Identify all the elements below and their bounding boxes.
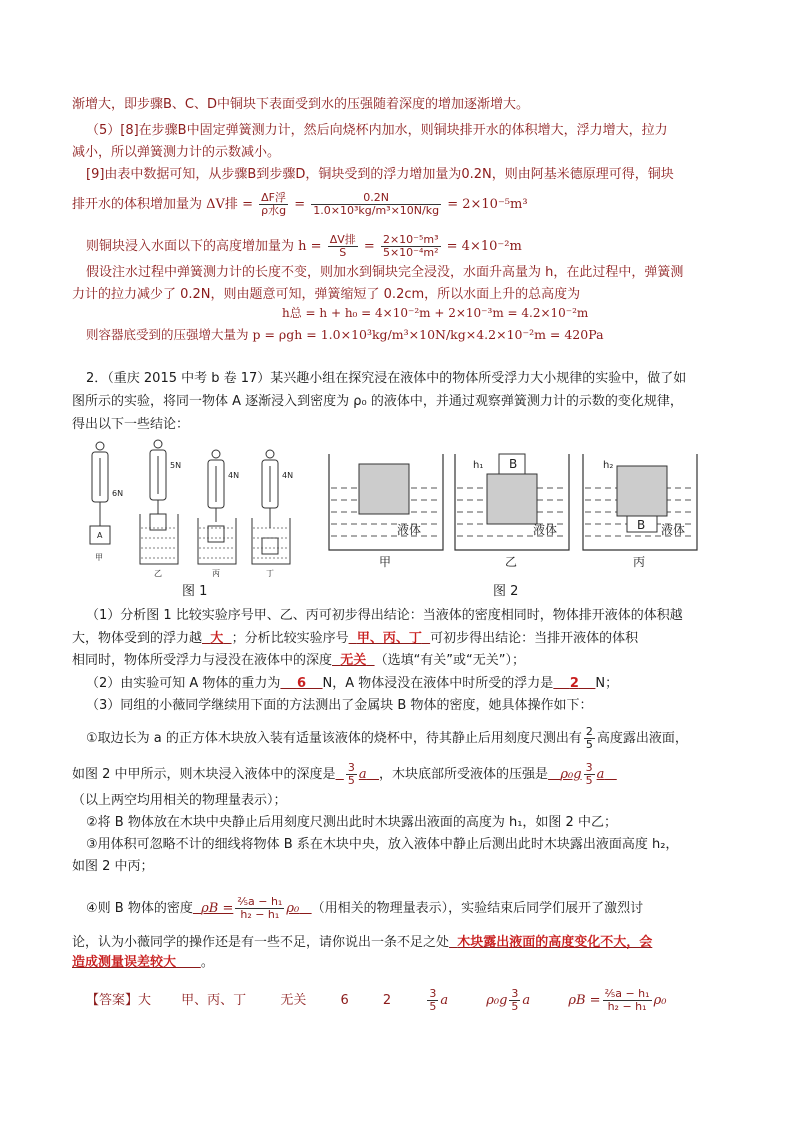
force-label: 4N xyxy=(282,471,294,480)
figure-2-wood-blocks xyxy=(325,450,705,570)
step-3-line: 如图 2 中丙； xyxy=(72,859,154,874)
question-intro: 2．（重庆 2015 中考 b 卷 17）某兴趣小组在探究浸在液体中的物体所受浮力大小规律的实验中，做了如 xyxy=(86,371,687,386)
fig2-sub-label: 丙 xyxy=(633,555,646,569)
step-1-note: （以上两空均用相关的物理量表示）； xyxy=(72,793,287,808)
solution-line: 渐增大，即步骤B、C、D中铜块下表面受到水的压强随着深度的增加逐渐增大。 xyxy=(72,97,530,112)
part-3-line: （3）同组的小薇同学继续用下面的方法测出了金属块 B 物体的密度，她具体操作如下： xyxy=(86,698,593,713)
answer-blank: 造成测量误差较大 xyxy=(72,955,177,970)
liquid-label: 液体 xyxy=(397,523,422,537)
answer-blank: 无关 xyxy=(340,653,367,668)
force-label: 6N xyxy=(112,489,124,498)
figure-2-caption: 图 2 xyxy=(493,584,519,599)
fig1-sub-label: 甲 xyxy=(95,553,103,562)
force-label: 4N xyxy=(228,471,240,480)
solution-line: [9]由表中数据可知，从步骤B到步骤D，铜块受到的浮力增加量为0.2N，则由阿基米德原理可得，铜块 xyxy=(86,167,674,182)
figure-1-spring-scales xyxy=(80,438,320,578)
solution-line: （5）[8]在步骤B中固定弹簧测力计，然后向烧杯内加水，则铜块排开水的体积增大，浮力增大，拉力 xyxy=(86,123,668,138)
part-1-line: （1）分析图 1 比较实验序号甲、乙、丙可初步得出结论：当液体的密度相同时，物体排开液体的体积越 xyxy=(86,608,683,623)
answer-blank: a xyxy=(358,767,367,782)
answer-blank: 6 xyxy=(296,676,307,691)
answer-summary: 【答案】大 甲、丙、丁 无关 6 2 $\frac{3}{5}$ a ρ₀g $\frac{3}{5}$ a ρB = $\frac{\text{⅖a − h₁}}{\text{h₂ − h₁}}$ ρ₀ xyxy=(86,987,667,1013)
object-b-label: B xyxy=(637,518,646,532)
step-1-line: 如图 2 中甲所示，则木块浸入液体中的深度是 $\frac{3}{5}$ a ，木块底部所受液体的压强是 ρ₀g $\frac{3}{5}$ a xyxy=(72,761,605,787)
answer-blank: 大 xyxy=(210,631,224,646)
solution-line: 减小，所以弹簧测力计的示数减小。 xyxy=(72,145,281,160)
liquid-label: 液体 xyxy=(661,523,686,537)
answer-blank: a xyxy=(596,767,605,782)
force-label: 5N xyxy=(170,461,182,470)
step-2-line: ②将 B 物体放在木块中央静止后用刻度尺测出此时木块露出液面的高度为 h₁，如图 2 中乙； xyxy=(86,815,617,830)
step-3-line: ③用体积可忽略不计的细线将物体 B 系在木块中央，放入液体中静止后测出此时木块露出液面高度 h₂， xyxy=(86,837,679,852)
step-4-line: ④则 B 物体的密度 ρB = $\frac{\text{⅖a − h₁}}{\text{h₂ − h₁}}$ ρ₀ （用相关的物理量表示），实验结束后同学们展开了激烈讨 xyxy=(86,895,644,921)
solution-line: 则容器底受到的压强增大量为 p = ρgh = 1.0×10³kg/m³×10N/kg×4.2×10⁻²m = 420Pa xyxy=(86,327,604,342)
fig1-sub-label: 丙 xyxy=(212,569,220,578)
part-2-line: （2）由实验可知 A 物体的重力为 6 N，A 物体浸没在液体中时所受的浮力是 2 N； xyxy=(86,676,619,691)
step-5-line: 造成测量误差较大 。 xyxy=(72,955,214,970)
object-label: A xyxy=(97,531,103,540)
question-intro: 图所示的实验，将同一物体 A 逐渐浸入到密度为 ρ₀ 的液体中，并通过观察弹簧测力计的示数的变化规律， xyxy=(72,394,683,409)
h2-label: h₂ xyxy=(603,460,614,471)
solution-line: h总 = h + h₀ = 4×10⁻²m + 2×10⁻³m = 4.2×10⁻²m xyxy=(282,306,589,320)
figure-1-caption: 图 1 xyxy=(182,584,208,599)
fig2-sub-label: 乙 xyxy=(505,555,518,569)
part-1-line: 相同时，物体所受浮力与浸没在液体中的深度 无关 （选填“有关”或“无关”）； xyxy=(72,653,526,668)
fig2-sub-label: 甲 xyxy=(379,555,392,569)
question-intro: 得出以下一些结论： xyxy=(72,417,190,432)
h1-label: h₁ xyxy=(473,460,484,471)
object-b-label: B xyxy=(509,457,518,471)
liquid-label: 液体 xyxy=(533,523,558,537)
step-1-line: ①取边长为 a 的正方体木块放入装有适量该液体的烧杯中，待其静止后用刻度尺测出有 $\frac{2}{5}$ 高度露出液面， xyxy=(86,725,688,751)
solution-line: 假设注水过程中弹簧测力计的长度不变，则加水到铜块完全浸没，水面升高量为 h，在此过程中，弹簧测 xyxy=(86,265,684,280)
solution-line: 力计的拉力减少了 0.2N，则由题意可知，弹簧缩短了 0.2cm，所以水面上升的总高度为 xyxy=(72,287,581,302)
answer-blank: 木块露出液面的高度变化不大，会 xyxy=(457,935,653,950)
answer-blank: 甲、丙、丁 xyxy=(356,631,422,646)
fig1-sub-label: 丁 xyxy=(266,569,274,578)
answer-blank: 2 xyxy=(569,676,579,691)
step-5-line: 论，认为小薇同学的操作还是有一些不足，请你说出一条不足之处 木块露出液面的高度变化不大，会 xyxy=(72,935,653,950)
part-1-line: 大，物体受到的浮力越 大 ；分析比较实验序号 甲、丙、丁 可初步得出结论：当排开液体的体积 xyxy=(72,631,639,646)
solution-equation: 则铜块浸入水面以下的高度增加量为 h = $\frac{\text{ΔV排}}{S}$ = $\frac{\text{2×10⁻⁵m³}}{\text{5×10⁻⁴m²}}$ = 4×10⁻²m xyxy=(86,233,522,259)
solution-equation: 排开水的体积增加量为 ΔV排 = $\frac{\text{ΔF浮}}{\text{ρ水g}}$ = $\frac{0.2N}{\text{1.0×10³kg/m³×10N/kg}}$ = 2×10⁻⁵m³ xyxy=(72,191,528,217)
fig1-sub-label: 乙 xyxy=(154,569,162,578)
